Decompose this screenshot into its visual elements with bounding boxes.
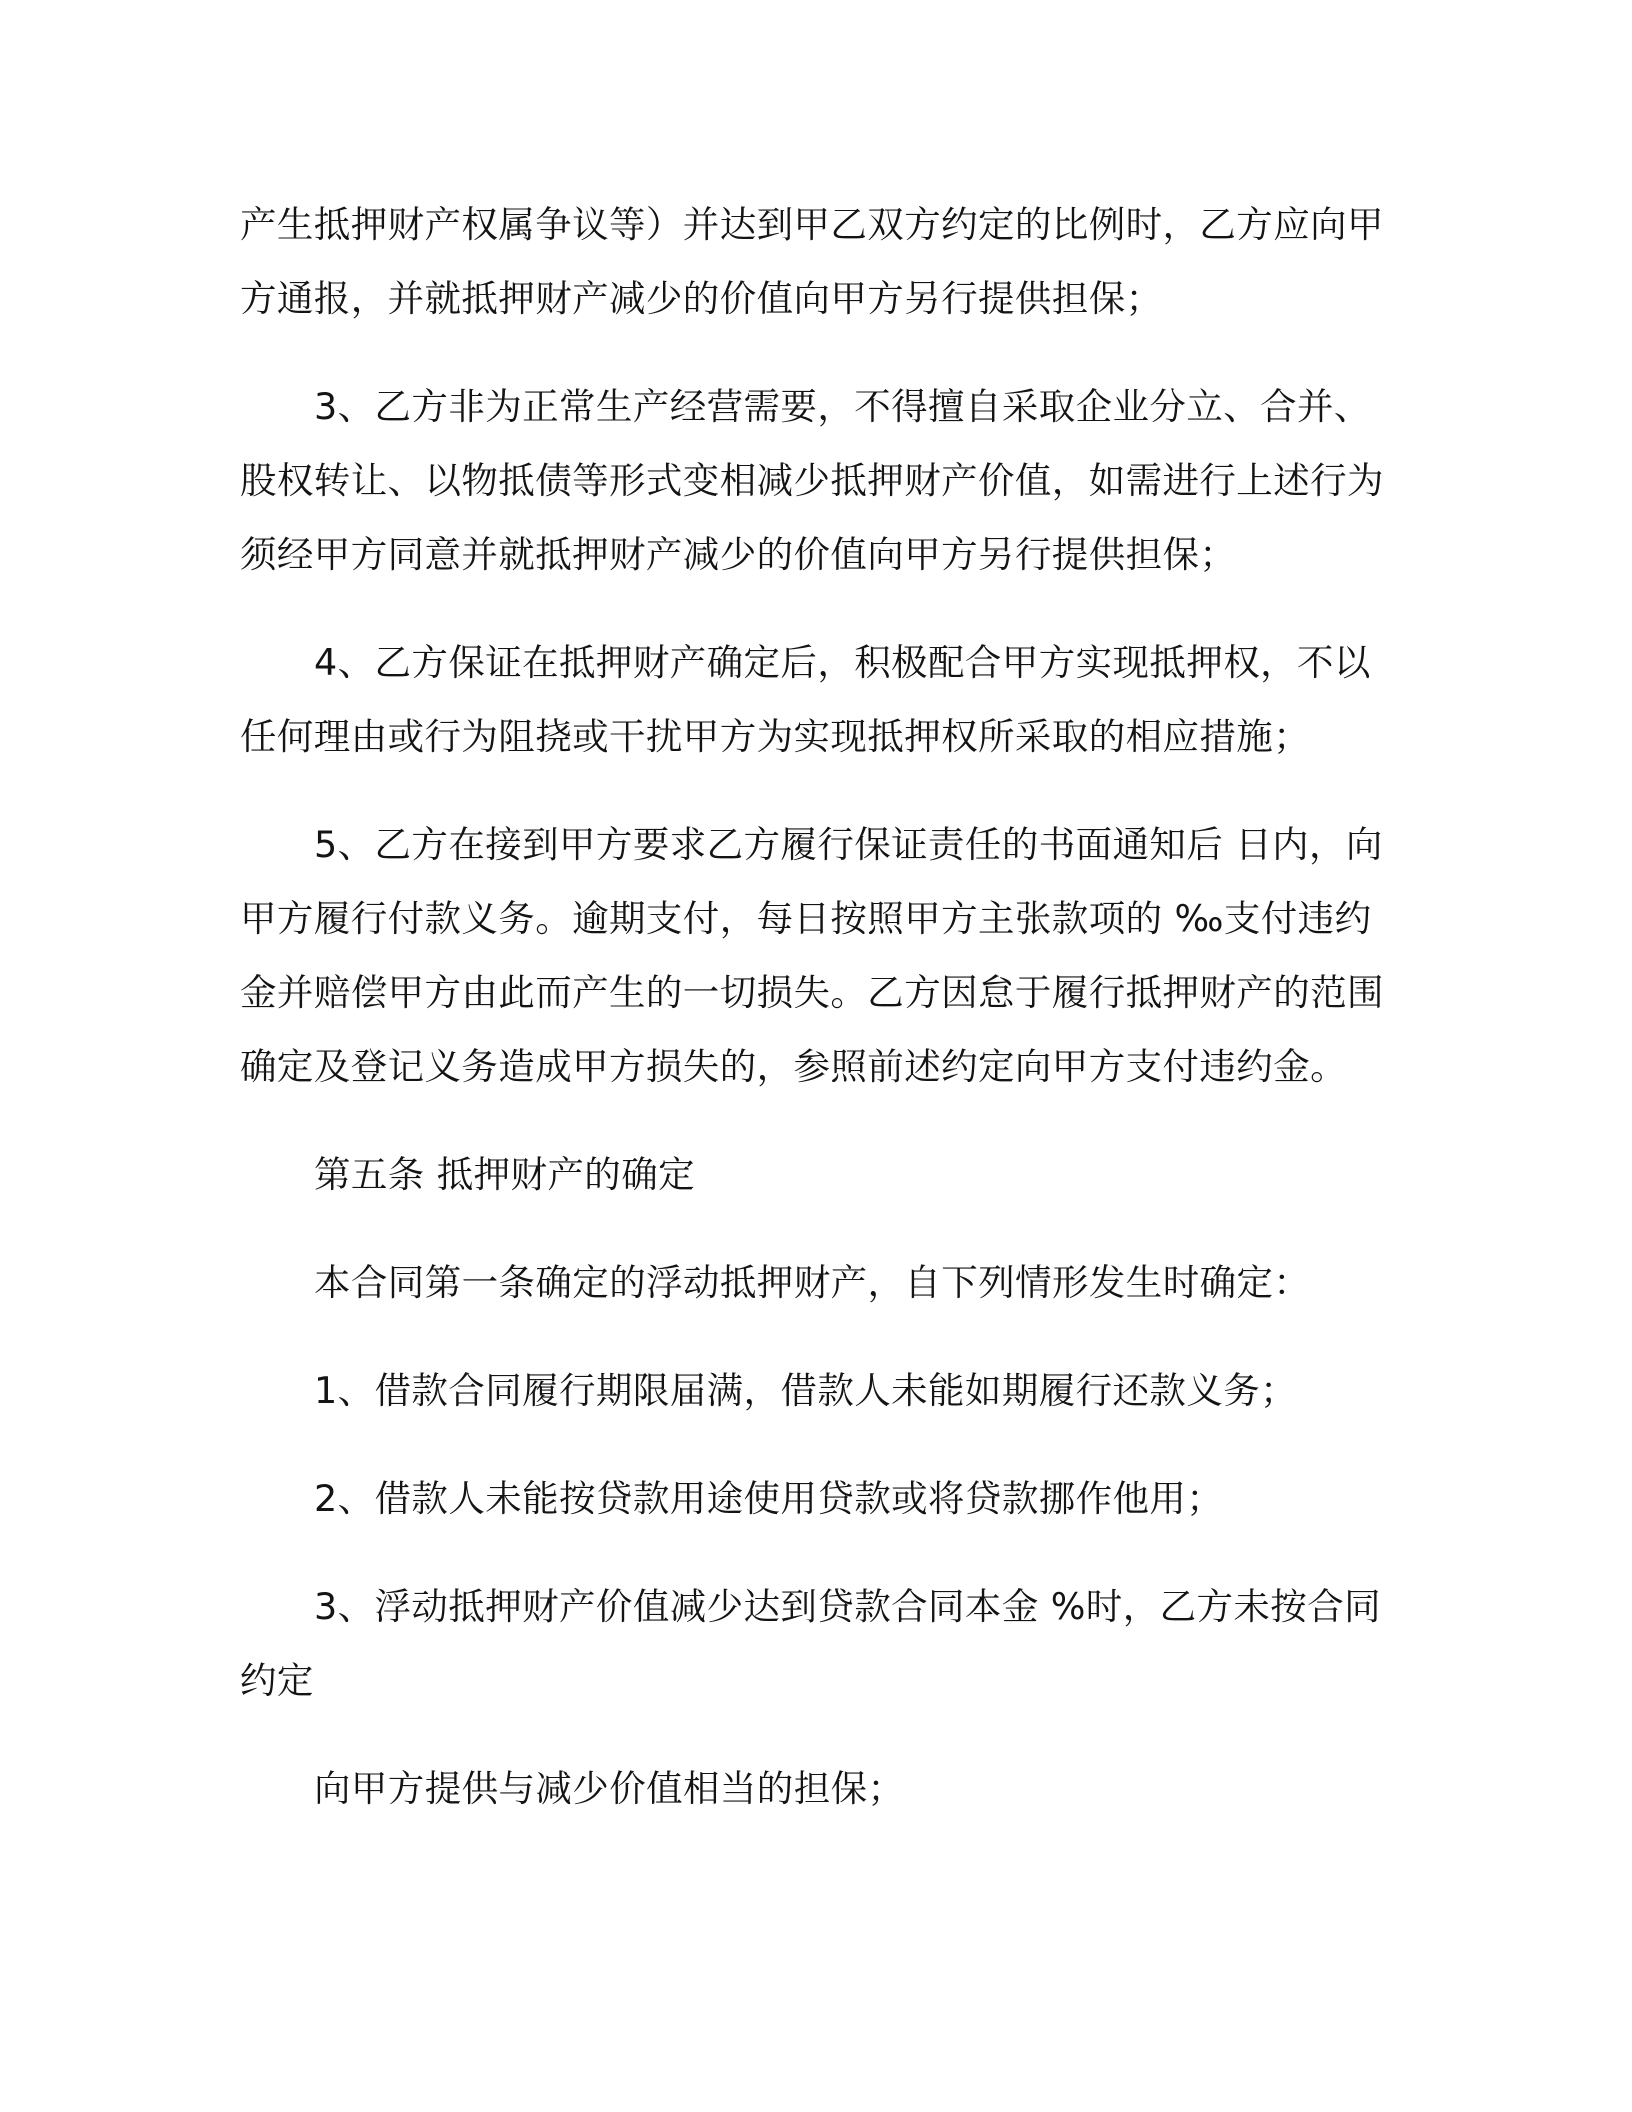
paragraph-article-5-item-1: 1、借款合同履行期限届满，借款人未能如期履行还款义务； xyxy=(314,1369,1298,1412)
section-heading-article-5: 第五条 抵押财产的确定 xyxy=(314,1153,696,1196)
paragraph-article-5-item-2: 2、借款人未能按贷款用途使用贷款或将贷款挪作他用； xyxy=(314,1477,1224,1520)
paragraph-continuation-collateral-dispute: 产生抵押财产权属争议等）并达到甲乙双方约定的比例时，乙方应向甲方通报，并就抵押财产减少的价值向甲方另行提供担保； xyxy=(240,203,1384,320)
paragraph-article-5-item-3: 3、浮动抵押财产价值减少达到贷款合同本金 %时，乙方未按合同约定 xyxy=(240,1585,1382,1702)
paragraph-article-5-intro: 本合同第一条确定的浮动抵押财产，自下列情形发生时确定： xyxy=(314,1261,1311,1304)
paragraph-clause-4: 4、乙方保证在抵押财产确定后，积极配合甲方实现抵押权，不以任何理由或行为阻挠或干扰甲方为实现抵押权所采取的相应措施； xyxy=(240,641,1371,758)
paragraph-article-5-item-3-continued: 向甲方提供与减少价值相当的担保； xyxy=(314,1767,905,1810)
paragraph-clause-3: 3、乙方非为正常生产经营需要，不得擅自采取企业分立、合并、股权转让、以物抵债等形式变相减少抵押财产价值，如需进行上述行为须经甲方同意并就抵押财产减少的价值向甲方另行提供担保； xyxy=(240,385,1384,576)
document-body xyxy=(240,188,1400,1826)
paragraph-clause-5: 5、乙方在接到甲方要求乙方履行保证责任的书面通知后 日内，向甲方履行付款义务。逾期支付，每日按照甲方主张款项的 ‰支付违约金并赔偿甲方由此而产生的一切损失。乙方因怠于履行抵押财产的范围确定及登记义务造成甲方损失的，参照前述约定向甲方支付违约金。 xyxy=(240,823,1384,1088)
